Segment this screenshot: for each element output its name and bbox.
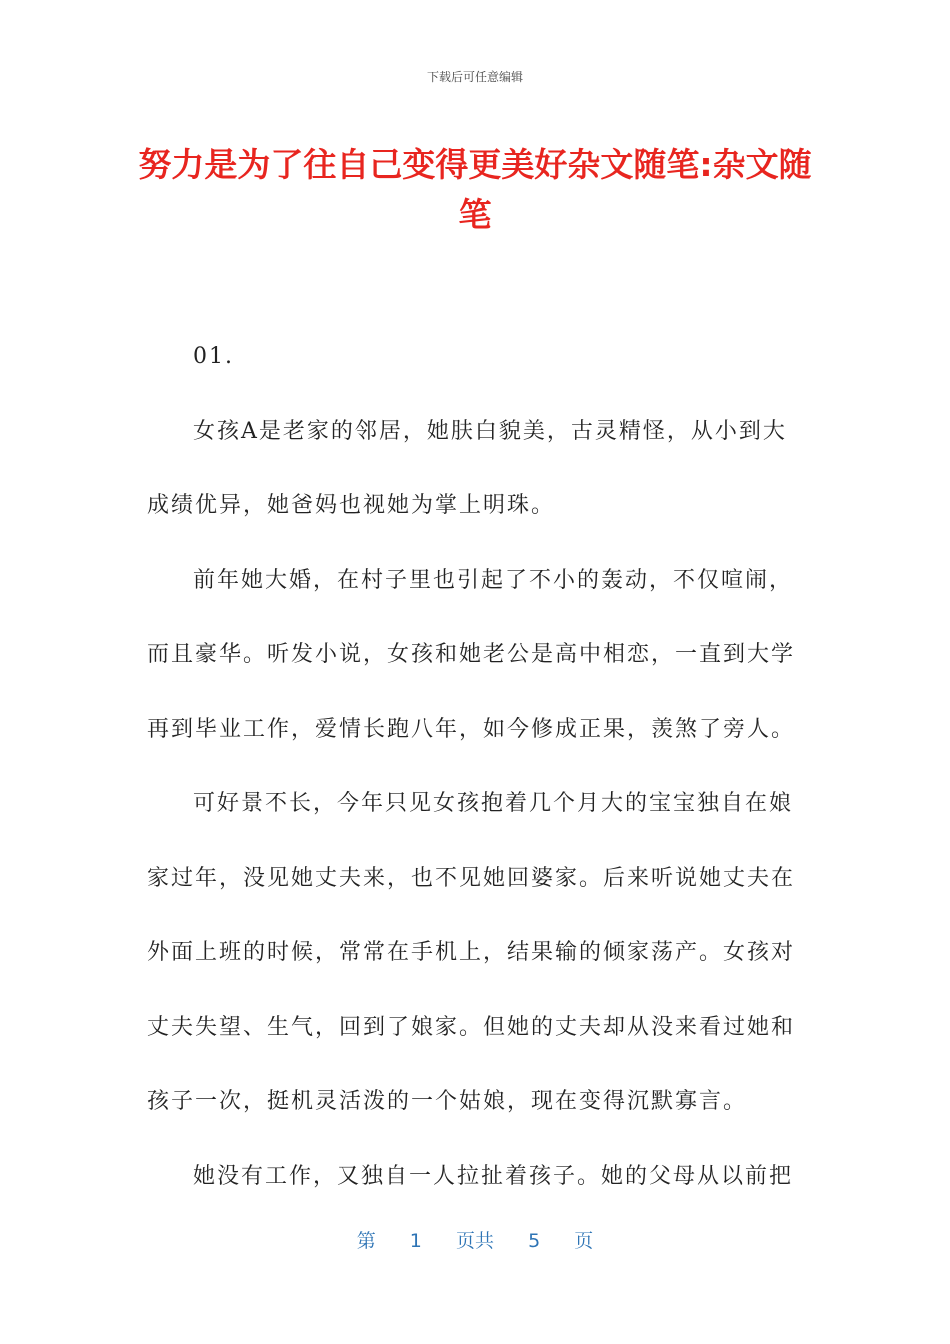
- paragraph: 她没有工作，又独自一人拉扯着孩子。她的父母从以前把: [193, 1163, 794, 1189]
- footer-page-number: 1: [409, 1230, 422, 1252]
- paragraph: 女孩A是老家的邻居，她肤白貌美，古灵精怪，从小到大成绩优异，她爸妈也视她为掌上明珠。: [147, 418, 787, 518]
- body-text: [147, 320, 797, 1214]
- paragraph: 可好景不长，今年只见女孩抱着几个月大的宝宝独自在娘家过年，没见她丈夫来，也不见她回婆家。后来听说她丈夫在外面上班的时候，常常在手机上，结果输的倾家荡产。女孩对丈夫失望、生气，回到了娘家。但她的丈夫却从没来看过她和孩子一次，挺机灵活泼的一个姑娘，现在变得沉默寡言。: [147, 791, 796, 1114]
- footer-suffix: 页: [574, 1230, 594, 1252]
- footer-middle: 页共: [455, 1230, 494, 1252]
- header-note: 下载后可任意编辑: [426, 70, 523, 84]
- document-title: 努力是为了往自己变得更美好杂文随笔:杂文随笔: [138, 145, 812, 234]
- paragraph: 01.: [193, 344, 234, 369]
- page-footer: [0, 1226, 950, 1253]
- footer-total-pages: 5: [528, 1230, 541, 1252]
- footer-prefix: 第: [356, 1230, 376, 1252]
- paragraph: 前年她大婚，在村子里也引起了不小的轰动，不仅喧闹，而且豪华。听发小说，女孩和她老公是高中相恋，一直到大学再到毕业工作，爱情长跑八年，如今修成正果，羡煞了旁人。: [147, 567, 796, 742]
